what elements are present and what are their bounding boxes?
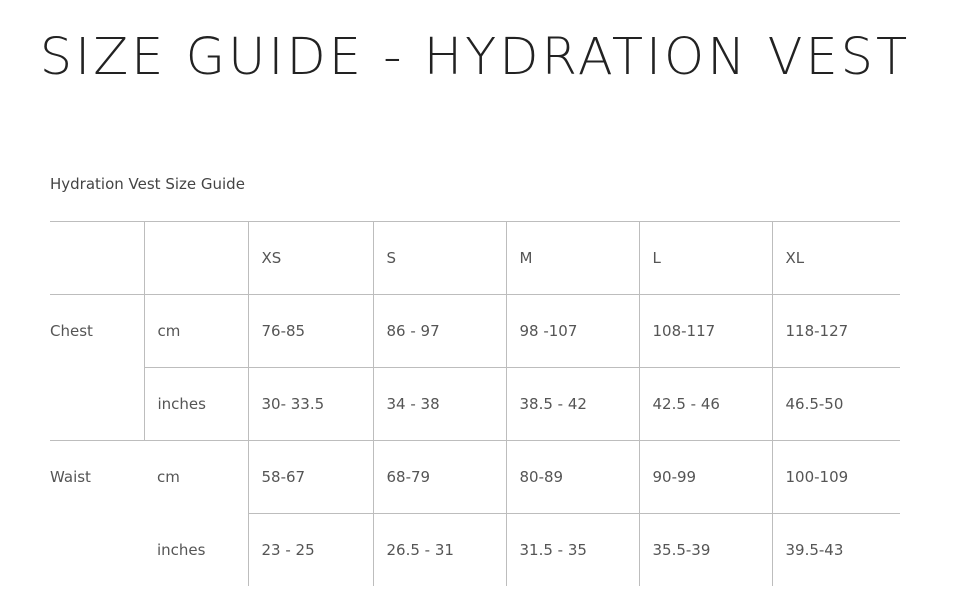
header-cell-m: M: [506, 222, 639, 295]
table-row: [50, 514, 900, 587]
row-label-waist: Waist: [50, 441, 144, 514]
table-cell: 98 -107: [506, 295, 639, 368]
table-cell: 26.5 - 31: [373, 514, 506, 587]
table-cell: 100-109: [772, 441, 900, 514]
table-row: [50, 295, 900, 368]
table-row: [50, 368, 900, 441]
table-cell: 34 - 38: [373, 368, 506, 441]
header-cell-measure: [50, 222, 144, 295]
table-cell: 68-79: [373, 441, 506, 514]
table-cell: 108-117: [639, 295, 772, 368]
row-label-empty: [50, 514, 144, 587]
page-title: SIZE GUIDE - HYDRATION VEST: [39, 28, 911, 87]
table-header-row: [50, 222, 900, 295]
table-cell: 39.5-43: [772, 514, 900, 587]
table-cell: 76-85: [248, 295, 373, 368]
unit-cell: inches: [157, 540, 206, 559]
table-cell: 30- 33.5: [248, 368, 373, 441]
unit-cell: cm: [144, 295, 248, 368]
table-cell: 31.5 - 35: [506, 514, 639, 587]
unit-cell: cm: [144, 441, 248, 514]
row-label-empty: [50, 368, 144, 441]
header-cell-s: S: [373, 222, 506, 295]
table-cell: 46.5-50: [772, 368, 900, 441]
unit-cell: inches: [144, 368, 248, 441]
table-cell: 38.5 - 42: [506, 368, 639, 441]
table-cell: 90-99: [639, 441, 772, 514]
table-cell: 23 - 25: [248, 514, 373, 587]
table-caption: Hydration Vest Size Guide: [50, 175, 245, 193]
table-cell: 86 - 97: [373, 295, 506, 368]
size-guide-table: [50, 221, 900, 586]
header-cell-xl: XL: [772, 222, 900, 295]
table-cell: 35.5-39: [639, 514, 772, 587]
table-cell: 42.5 - 46: [639, 368, 772, 441]
table-row: [50, 441, 900, 514]
header-cell-unit: [144, 222, 248, 295]
table-cell: 118-127: [772, 295, 900, 368]
row-label-chest: Chest: [50, 295, 144, 368]
header-cell-xs: XS: [248, 222, 373, 295]
table-cell: 80-89: [506, 441, 639, 514]
table-cell: 58-67: [248, 441, 373, 514]
header-cell-l: L: [639, 222, 772, 295]
